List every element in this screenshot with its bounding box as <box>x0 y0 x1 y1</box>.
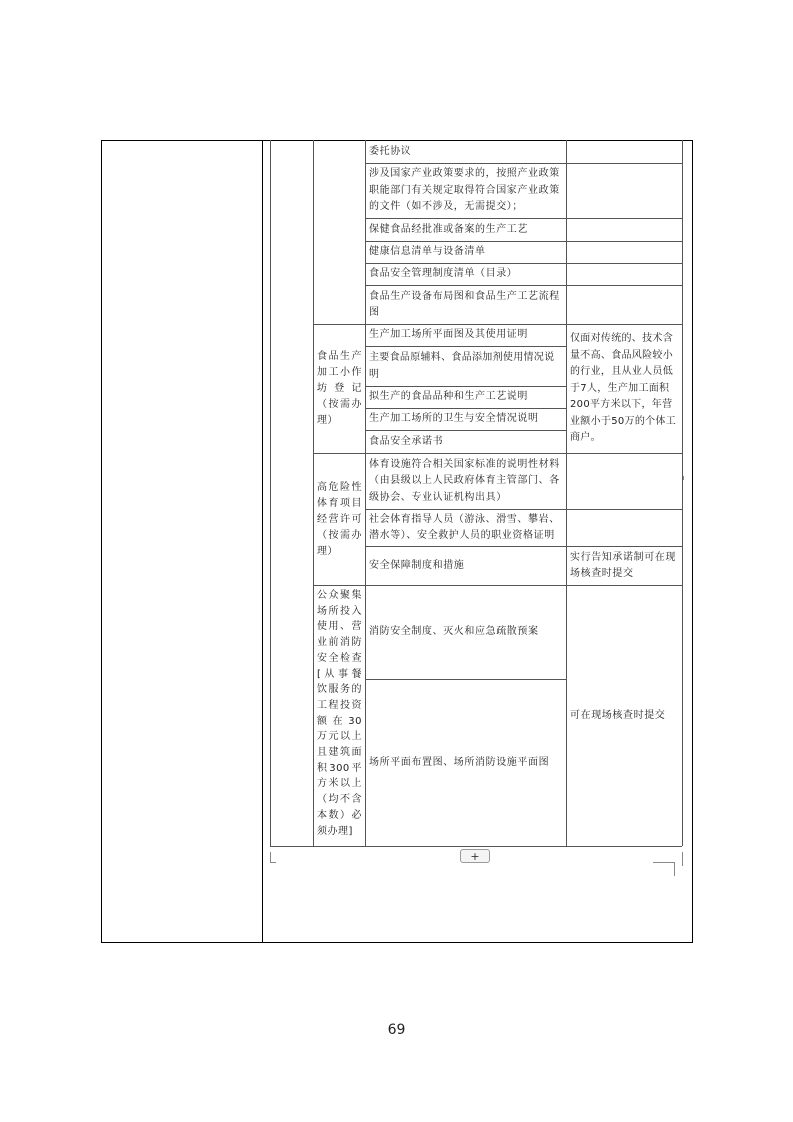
material-cell: 健康信息清单与设备清单 <box>369 246 486 258</box>
material-cell: 生产加工场所的卫生与安全情况说明 <box>369 413 539 425</box>
material-cell: 食品安全承诺书 <box>369 435 444 447</box>
page-number: 69 <box>387 1022 406 1038</box>
remark-cell: 仅面对传统的、技术含量不高、食品风险较小的行业，且从业人员低于7人，生产加工面积200平方米以下，年营业额小于50万的个体工商户。 <box>570 333 677 444</box>
remark-cell: 可在现场核查时提交 <box>570 709 666 721</box>
material-cell: 委托协议 <box>369 145 412 157</box>
material-cell: 主要食品原辅料、食品添加剂使用情况说明 <box>369 352 555 380</box>
remark-cell: 实行告知承诺制可在现场核查时提交 <box>570 551 676 579</box>
material-cell: 食品安全管理制度清单（目录） <box>369 268 518 280</box>
material-cell: 食品生产设备布局图和食品生产工艺流程图 <box>369 290 560 318</box>
material-cell: 场所平面布置图、场所消防设施平面图 <box>369 756 550 768</box>
material-cell: 社会体育指导人员（游泳、滑雪、攀岩、潜水等）、安全救护人员的职业资格证明 <box>369 513 560 541</box>
material-cell: 生产加工场所平面图及其使用证明 <box>369 329 528 341</box>
category-cell: 公众聚集场所投入使用、营业前消防安全检查[从事餐饮服务的工程投资额在30万元以上且建筑面积300平方米以上（均不含本数）必须办理] <box>317 590 362 837</box>
add-row-button[interactable]: + <box>460 849 490 863</box>
material-cell: 拟生产的食品品种和生产工艺说明 <box>369 391 528 403</box>
category-cell: 食品生产加工小作坊登记（按需办理） <box>317 351 362 426</box>
material-cell: 安全保障制度和措施 <box>369 559 465 571</box>
material-cell: 消防安全制度、灭火和应急疏散预案 <box>369 626 539 638</box>
material-cell: 涉及国家产业政策要求的，按照产业政策职能部门有关规定取得符合国家产业政策的文件（如不涉及，无需提交）； <box>369 168 560 213</box>
category-cell: 高危险性体育项目经营许可（按需办理） <box>317 481 362 557</box>
material-cell: 体育设施符合相关国家标准的说明性材料（由县级以上人民政府体育主管部门、各级协会、专业认证机构出具） <box>369 458 560 503</box>
material-cell: 保健食品经批准或备案的生产工艺 <box>369 223 528 235</box>
